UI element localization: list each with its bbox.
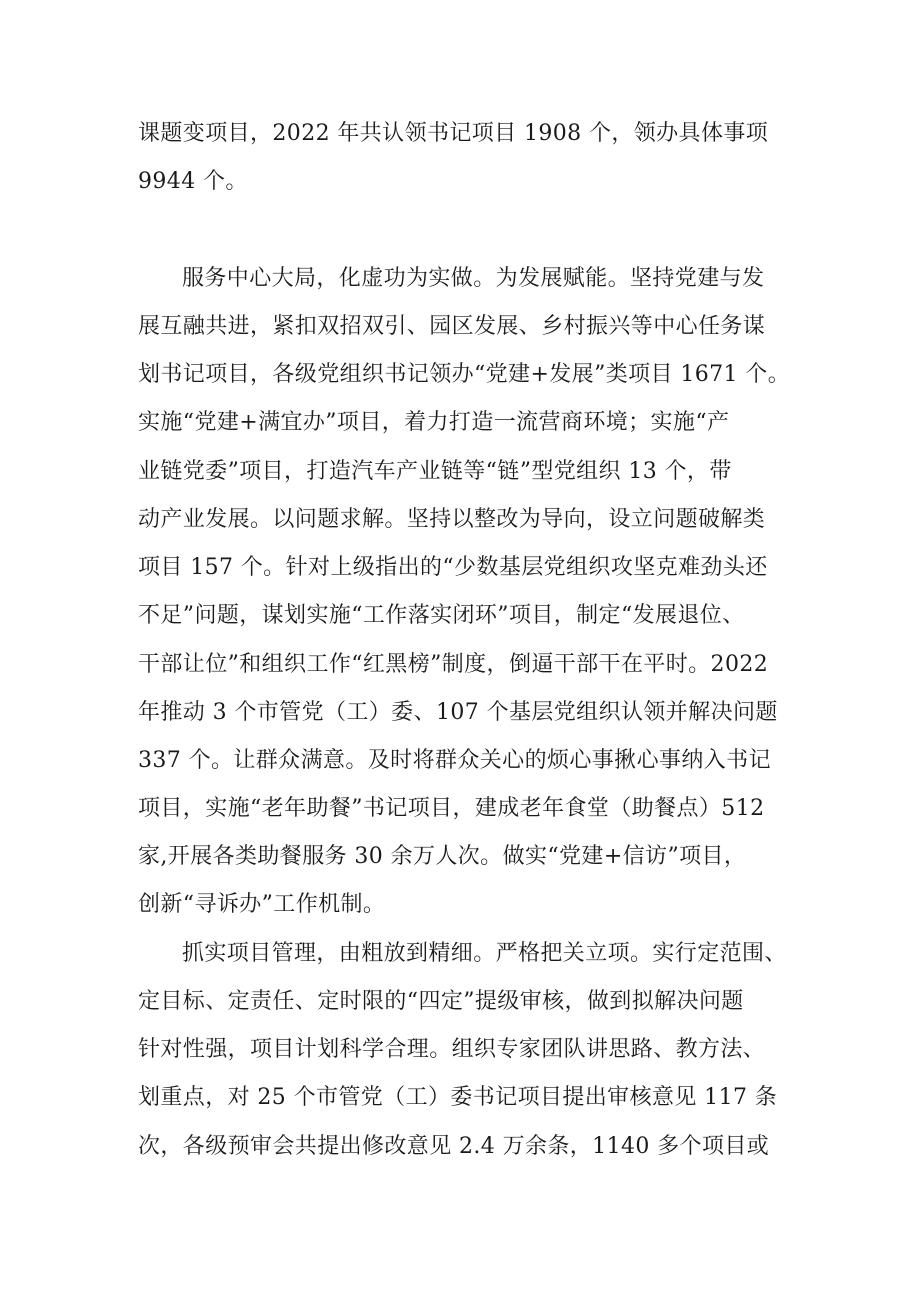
text-line: 划书记项目，各级党组织书记领办“党建+发展”类项目 1671 个。 <box>138 362 791 387</box>
paragraph-start-line: 服务中心大局，化虚功为实做。为发展赋能。坚持党建与发 <box>182 266 765 291</box>
text-line: 9944 个。 <box>138 169 248 194</box>
text-line: 定目标、定责任、定时限的“四定”提级审核，做到拟解决问题 <box>138 989 744 1014</box>
text-line: 337 个。让群众满意。及时将群众关心的烦心事揪心事纳入书记 <box>138 748 771 773</box>
text-line: 业链党委”项目，打造汽车产业链等“链”型党组织 13 个，带 <box>138 459 732 484</box>
text-line: 展互融共进，紧扣双招双引、园区发展、乡村振兴等中心任务谋 <box>138 314 766 339</box>
text-line: 不足”问题，谋划实施“工作落实闭环”项目，制定“发展退位、 <box>138 603 745 628</box>
text-line: 针对性强，项目计划科学合理。组织专家团队讲思路、教方法、 <box>138 1037 766 1062</box>
paragraph-start-line: 抓实项目管理，由粗放到精细。严格把关立项。实行定范围、 <box>182 941 787 966</box>
text-line: 年推动 3 个市管党（工）委、107 个基层党组织认领并解决问题 <box>138 700 778 725</box>
text-line: 家,开展各类助餐服务 30 余万人次。做实“党建+信访”项目， <box>138 844 747 869</box>
text-line: 创新“寻诉办”工作机制。 <box>138 892 386 917</box>
text-line: 课题变项目，2022 年共认领书记项目 1908 个，领办具体事项 <box>138 121 769 146</box>
text-line: 项目，实施“老年助餐”书记项目，建成老年食堂（助餐点）512 <box>138 796 765 821</box>
text-line: 次，各级预审会共提出修改意见 2.4 万余条，1140 多个项目或 <box>138 1134 770 1159</box>
text-line: 干部让位”和组织工作“红黑榜”制度，倒逼干部干在平时。2022 <box>138 652 769 677</box>
text-line: 实施“党建+满宜办”项目，着力打造一流营商环境；实施“产 <box>138 410 730 435</box>
text-line: 划重点，对 25 个市管党（工）委书记项目提出审核意见 117 条 <box>138 1085 778 1110</box>
text-line: 动产业发展。以问题求解。坚持以整改为导向，设立问题破解类 <box>138 507 766 532</box>
text-line: 项目 157 个。针对上级指出的“少数基层党组织攻坚克难劲头还 <box>138 555 768 580</box>
